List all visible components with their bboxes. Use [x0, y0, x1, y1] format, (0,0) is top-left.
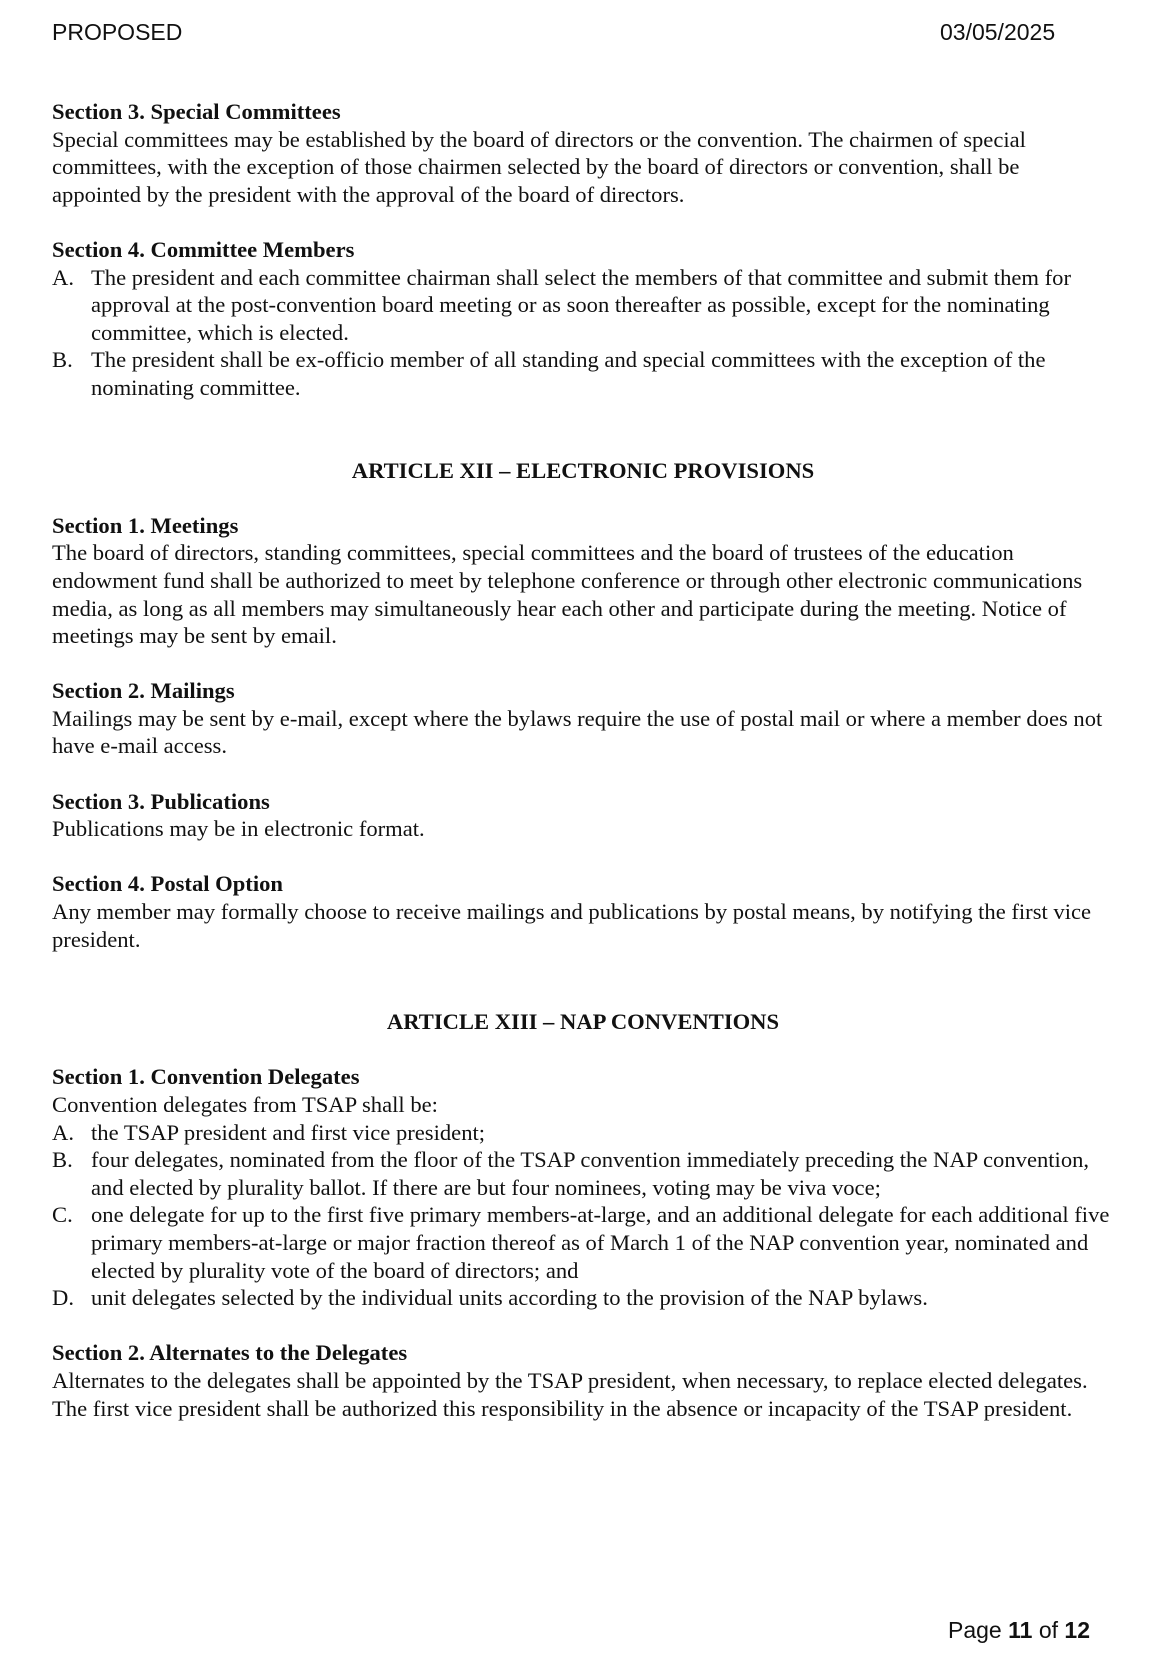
page-total: 12	[1064, 1617, 1090, 1643]
section-heading: Section 1. Meetings	[52, 512, 239, 538]
list-text: The president shall be ex-officio member of all standing and special committees with the exception of the nominating committee.	[91, 347, 1046, 400]
page-current: 11	[1008, 1617, 1033, 1643]
section-heading: Section 2. Mailings	[52, 678, 235, 704]
section-text: The board of directors, standing committees, special committees and the board of trustees of the education endowment fund shall be authorized to meet by telephone conference or through other electronic communications media, as long as all members may simultaneously hear each other and participate during the meeting. Notice of meetings may be sent by email.	[52, 540, 1083, 649]
section-committee-members	[52, 236, 1114, 402]
section-text: Publications may be in electronic format.	[52, 816, 425, 842]
list-item	[52, 1284, 1114, 1312]
delegates-list	[52, 1119, 1114, 1312]
section-text: Mailings may be sent by e-mail, except where the bylaws require the use of postal mail or where a member does not have e-mail access.	[52, 705, 1103, 759]
header-date: 03/05/2025	[940, 19, 1056, 45]
list-label: B.	[52, 347, 73, 373]
list-text: unit delegates selected by the individual units according to the provision of the NAP bylaws.	[91, 1285, 928, 1311]
header-status: PROPOSED	[52, 19, 183, 45]
section-heading: Section 3. Publications	[52, 788, 270, 814]
list-text: the TSAP president and first vice president;	[91, 1119, 486, 1145]
section-alternates	[52, 1339, 1114, 1422]
section-postal-option	[52, 870, 1114, 953]
page-of: of	[1038, 1617, 1059, 1643]
list-label: A.	[52, 264, 74, 290]
list-item	[52, 264, 1114, 347]
list-item	[52, 346, 1114, 401]
section-heading: Section 1. Convention Delegates	[52, 1064, 360, 1090]
committee-members-list	[52, 264, 1114, 402]
section-heading: Section 3. Special Committees	[52, 99, 341, 124]
section-publications	[52, 788, 1114, 843]
section-heading: Section 4. Committee Members	[52, 236, 355, 262]
section-text: Alternates to the delegates shall be appointed by the TSAP president, when necessary, to replace elected delegates. The first vice president shall be authorized this responsibility in the absence or incapacity of the TSAP president.	[52, 1367, 1088, 1421]
list-label: A.	[52, 1119, 74, 1145]
list-item	[52, 1119, 1114, 1147]
page-number	[948, 1617, 1090, 1644]
section-text: Any member may formally choose to receive mailings and publications by postal means, by notifying the first vice president.	[52, 899, 1092, 952]
section-mailings	[52, 677, 1114, 760]
list-label: D.	[52, 1285, 74, 1311]
document-body	[52, 98, 1114, 1450]
list-label: B.	[52, 1147, 73, 1173]
section-text: Special committees may be established by the board of directors or the convention. The chairmen of special committees, with the exception of those chairmen selected by the board of directors or convention, shall be appointed by the president with the approval of the board of directors.	[52, 126, 1026, 207]
list-item	[52, 1146, 1114, 1201]
section-special-committees	[52, 98, 1114, 208]
list-text: The president and each committee chairman shall select the members of that committee and submit them for approval at the post-convention board meeting or as soon thereafter as possible, except for the nominating committee, which is elected.	[91, 264, 1071, 345]
section-intro: Convention delegates from TSAP shall be:	[52, 1092, 438, 1117]
section-convention-delegates	[52, 1063, 1114, 1311]
list-text: four delegates, nominated from the floor of the TSAP convention immediately preceding the NAP convention, and elected by plurality ballot. If there are but four nominees, voting may be viva voce;	[91, 1147, 1090, 1200]
section-heading: Section 2. Alternates to the Delegates	[52, 1340, 408, 1366]
article-xiii-title: ARTICLE XIII – NAP CONVENTIONS	[386, 1009, 780, 1035]
section-heading: Section 4. Postal Option	[52, 871, 283, 897]
page-prefix: Page	[948, 1617, 1002, 1643]
list-item	[52, 1201, 1114, 1284]
article-xii-title: ARTICLE XII – ELECTRONIC PROVISIONS	[351, 457, 815, 483]
list-text: one delegate for up to the first five primary members-at-large, and an additional delegate for each additional five primary members-at-large or major fraction thereof as of March 1 of the NAP convention year, nominated and elected by plurality vote of the board of directors; and	[91, 1202, 1110, 1283]
section-meetings	[52, 512, 1114, 650]
list-label: C.	[52, 1202, 73, 1228]
